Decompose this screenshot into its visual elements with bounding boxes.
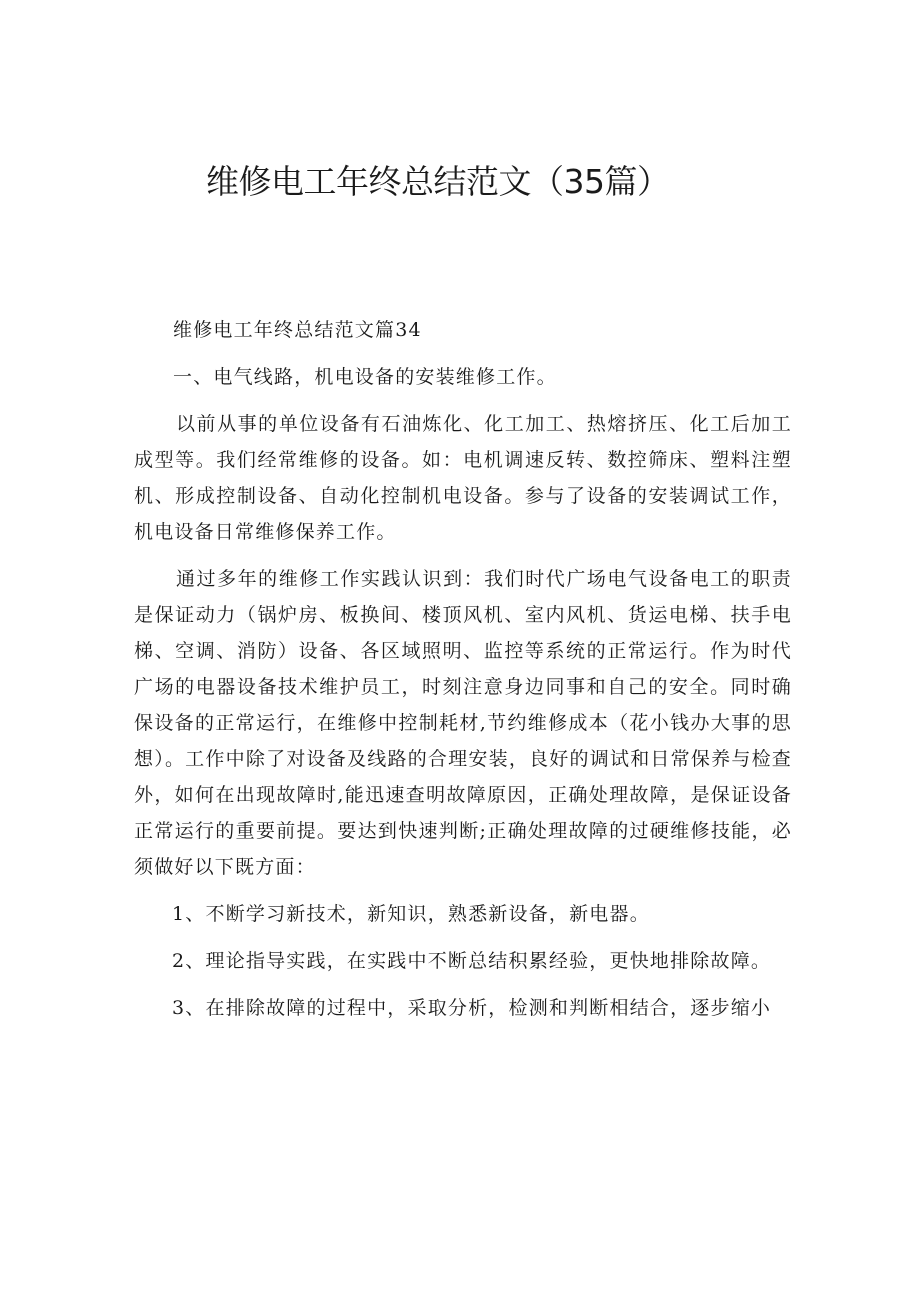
- list-item-3: 3、在排除故障的过程中，采取分析，检测和判断相结合，逐步缩小: [172, 997, 772, 1019]
- section-title: 维修电工年终总结范文篇34: [173, 319, 422, 341]
- document-body: [134, 312, 792, 1037]
- paragraph-2: 通过多年的维修工作实践认识到：我们时代广场电气设备电工的职责是保证动力（锅炉房、板换间、楼顶风机、室内风机、货运电梯、扶手电梯、空调、消防）设备、各区域照明、监控等系统的正常运行。作为时代广场的电器设备技术维护员工，时刻注意身边同事和自己的安全。同时确保设备的正常运行，在维修中控制耗材,节约维修成本（花小钱办大事的思想）。工作中除了对设备及线路的合理安装，良好的调试和日常保养与检查外，如何在出现故障时,能迅速查明故障原因，正确处理故障，是保证设备正常运行的重要前提。要达到快速判断;正确处理故障的过硬维修技能，必须做好以下既方面：: [134, 568, 792, 878]
- document-title: 维修电工年终总结范文（35篇）: [206, 162, 670, 201]
- list-item-1: 1、不断学习新技术，新知识，熟悉新设备，新电器。: [172, 903, 650, 925]
- paragraph-1: 以前从事的单位设备有石油炼化、化工加工、热熔挤压、化工后加工成型等。我们经常维修的设备。如：电机调速反转、数控筛床、塑料注塑机、形成控制设备、自动化控制机电设备。参与了设备的安装调试工作，机电设备日常维修保养工作。: [134, 413, 792, 543]
- section-heading-1: 一、电气线路，机电设备的安装维修工作。: [173, 366, 557, 388]
- list-item-2: 2、理论指导实践，在实践中不断总结积累经验，更快地排除故障。: [172, 950, 772, 972]
